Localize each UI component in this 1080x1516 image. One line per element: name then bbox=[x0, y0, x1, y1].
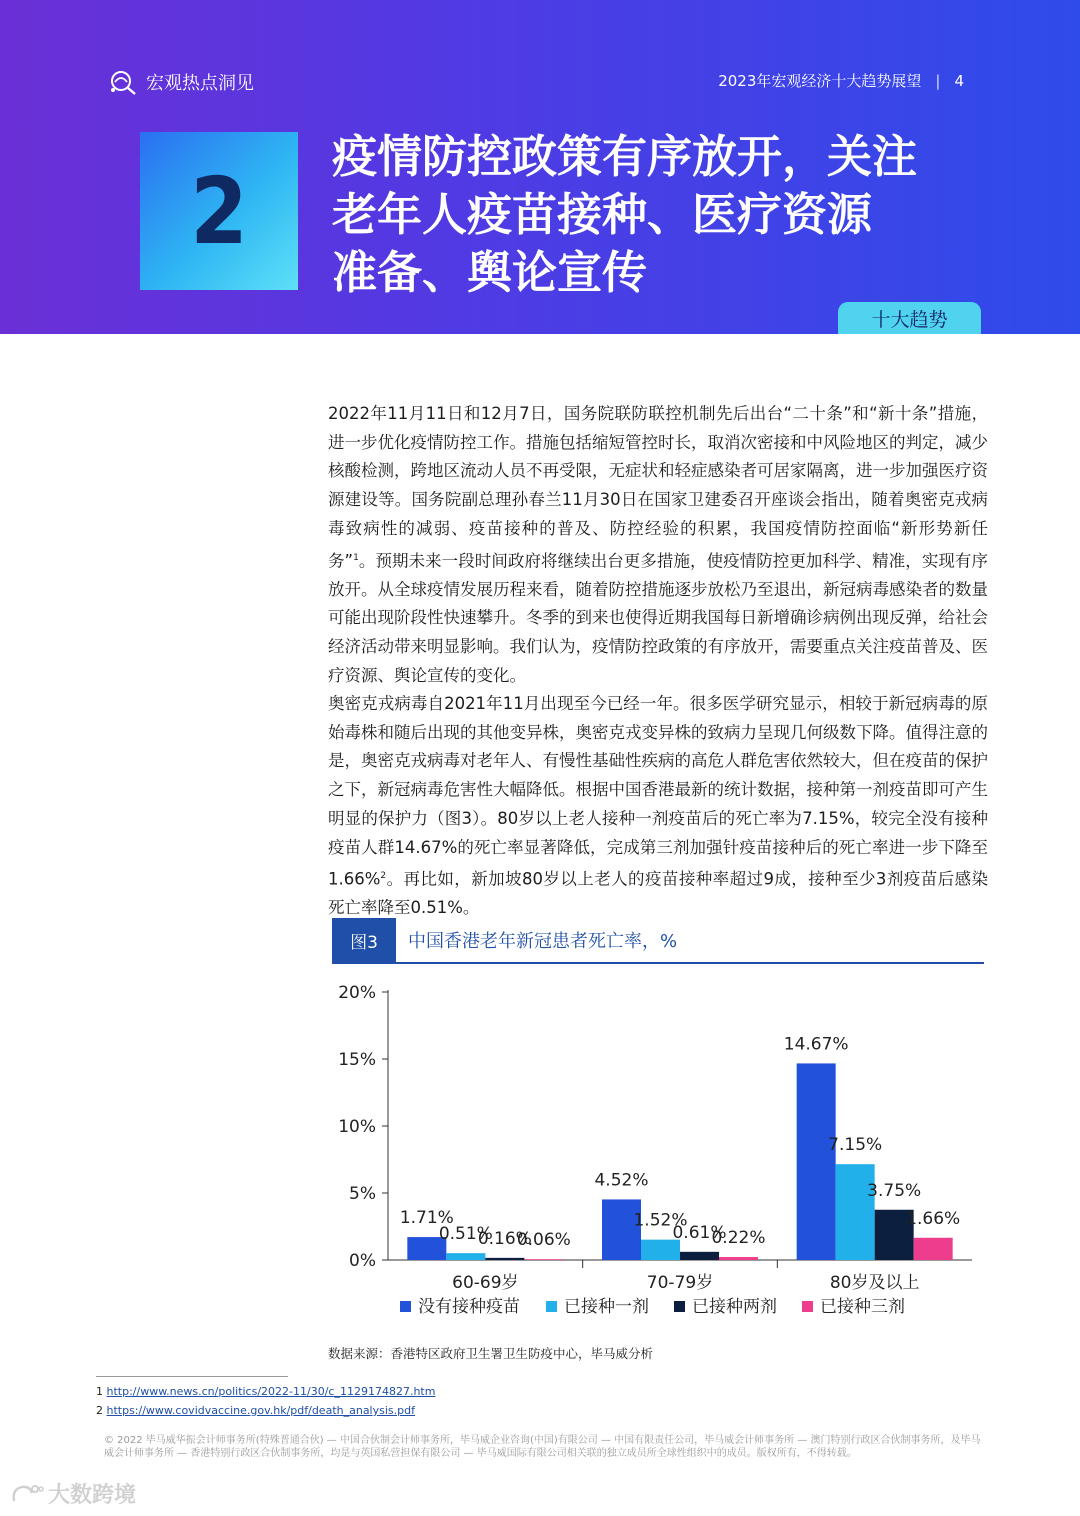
page-header bbox=[0, 0, 1080, 334]
data-label: 0.22% bbox=[711, 1228, 766, 1249]
data-label: 7.15% bbox=[828, 1135, 883, 1156]
footnote-1 bbox=[96, 1385, 435, 1398]
copyright-notice: © 2022 毕马威华振会计师事务所(特殊普通合伙) — 中国合伙制会计师事务所，毕马威企业咨询(中国)有限公司 — 中国有限责任公司，毕马威会计师事务所 — 澳门特别行政区合伙制事务所，及毕马威会计师事务所 — 香港特别行政区合伙制事务所，均是与英国私营担保有限公司 — 毕马威国际有限公司相关联的独立成员所全球性组织中的成员。版权所有，不得转载。 bbox=[104, 1435, 981, 1459]
report-title: 2023年宏观经济十大趋势展望 bbox=[718, 72, 922, 90]
section-title-line: 准备、舆论宣传 bbox=[332, 246, 648, 299]
bar bbox=[446, 1253, 485, 1260]
footnote-2 bbox=[96, 1404, 415, 1417]
x-tick-label: 60-69岁 bbox=[452, 1273, 519, 1293]
footnote-link[interactable]: http://www.news.cn/politics/2022-11/30/c_1129174827.htm bbox=[106, 1385, 436, 1398]
data-label: 4.52% bbox=[594, 1170, 649, 1191]
y-tick-label: 0% bbox=[349, 1251, 376, 1271]
bar bbox=[485, 1258, 524, 1260]
legend-swatch bbox=[400, 1301, 411, 1312]
data-label: 1.52% bbox=[633, 1210, 688, 1231]
y-tick-label: 20% bbox=[338, 983, 376, 1003]
section-title bbox=[332, 128, 1032, 302]
mortality-bar-chart bbox=[320, 970, 1000, 1335]
x-tick-label: 80岁及以上 bbox=[829, 1273, 920, 1293]
legend-swatch bbox=[802, 1301, 813, 1312]
bar bbox=[797, 1063, 836, 1260]
footnote-ref[interactable]: 1 bbox=[353, 552, 359, 563]
section-number: 2 bbox=[190, 157, 248, 265]
section-title-line: 疫情防控政策有序放开，关注 bbox=[332, 130, 918, 183]
section-tag: 十大趋势 bbox=[838, 302, 981, 334]
section-title-line: 老年人疫苗接种、医疗资源 bbox=[332, 188, 873, 241]
legend-label: 已接种三剂 bbox=[820, 1297, 905, 1317]
brand bbox=[108, 68, 254, 96]
y-tick-label: 5% bbox=[349, 1184, 376, 1204]
section-number-box bbox=[140, 132, 298, 290]
bar bbox=[914, 1238, 953, 1260]
header-report-info bbox=[718, 70, 964, 91]
paragraph-text: 奥密克戎病毒自2021年11月出现至今已经一年。很多医学研究显示，相较于新冠病毒的原始毒株和随后出现的其他变异株，奥密克戎变异株的致病力呈现几何级数下降。值得注意的是，奥密克戎病毒对老年人、有慢性基础性疾病的高危人群危害依然较大，但在疫苗的保护之下，新冠病毒危害性大幅降低。根据中国香港最新的统计数据，接种第一剂疫苗即可产生明显的保护力（图3）。80岁以上老人接种一剂疫苗后的死亡率为7.15%，较完全没有接种疫苗人群14.67%的死亡率显著降低，完成第三剂加强针疫苗接种后的死亡率进一步下降至1.66% bbox=[328, 694, 988, 889]
bar bbox=[719, 1257, 758, 1260]
footnote-divider bbox=[96, 1376, 288, 1377]
legend-swatch bbox=[546, 1301, 557, 1312]
figure-label: 图3 bbox=[332, 918, 396, 962]
brand-logo-icon bbox=[108, 68, 138, 96]
watermark-text: 大数跨境 bbox=[48, 1483, 137, 1508]
legend-label: 已接种两剂 bbox=[692, 1297, 777, 1317]
data-label: 0.06% bbox=[516, 1230, 571, 1251]
brand-name: 宏观热点洞见 bbox=[146, 73, 254, 94]
figure-header bbox=[332, 918, 984, 964]
y-tick-label: 10% bbox=[338, 1117, 376, 1137]
data-label: 0.16% bbox=[477, 1228, 532, 1249]
data-label: 3.75% bbox=[867, 1180, 922, 1201]
paragraph-text: 。再比如，新加坡80岁以上老人的疫苗接种率超过9成，接种至少3剂疫苗后感染死亡率降至0.51%。 bbox=[328, 869, 988, 918]
data-label: 14.67% bbox=[783, 1034, 849, 1055]
x-tick-label: 70-79岁 bbox=[646, 1273, 714, 1293]
y-tick-label: 15% bbox=[338, 1050, 376, 1070]
data-label: 1.71% bbox=[399, 1208, 454, 1229]
figure-title: 中国香港老年新冠患者死亡率，% bbox=[408, 931, 678, 952]
body-paragraph-2 bbox=[328, 690, 988, 923]
paragraph-text: 2022年11月11日和12月7日，国务院联防联控机制先后出台“二十条”和“新十条”措施，进一步优化疫情防控工作。措施包括缩短管控时长，取消次密接和中风险地区的判定，减少核酸检测，跨地区流动人员不再受限，无症状和轻症感染者可居家隔离，进一步加强医疗资源建设等。国务院副总理孙春兰11月30日在国家卫建委召开座谈会指出，随着奥密克戎病毒致病性的减弱、疫苗接种的普及、防控经验的积累，我国疫情防控面临“新形势新任务” bbox=[328, 404, 988, 571]
data-label: 0.51% bbox=[438, 1224, 493, 1245]
figure-source: 数据来源：香港特区政府卫生署卫生防疫中心，毕马威分析 bbox=[328, 1346, 654, 1361]
header-separator: | bbox=[935, 71, 941, 90]
bar bbox=[836, 1164, 875, 1260]
legend-swatch bbox=[674, 1301, 685, 1312]
page-number: 4 bbox=[954, 71, 964, 90]
body-paragraph-1 bbox=[328, 400, 988, 691]
data-label: 0.61% bbox=[672, 1222, 727, 1243]
footnote-number: 2 bbox=[96, 1404, 103, 1417]
bar bbox=[524, 1259, 563, 1260]
footnote-ref[interactable]: 2 bbox=[380, 871, 387, 882]
legend-label: 已接种一剂 bbox=[564, 1297, 649, 1317]
data-label: 1.66% bbox=[906, 1208, 961, 1229]
paragraph-text: 。预期未来一段时间政府将继续出台更多措施，使疫情防控更加科学、精准，实现有序放开。从全球疫情发展历程来看，随着防控措施逐步放松乃至退出，新冠病毒感染者的数量可能出现阶段性快速攀升。冬季的到来也使得近期我国每日新增确诊病例出现反弹，给社会经济活动带来明显影响。我们认为，疫情防控政策的有序放开，需要重点关注疫苗普及、医疗资源、舆论宣传的变化。 bbox=[328, 551, 988, 685]
legend-label: 没有接种疫苗 bbox=[418, 1297, 520, 1317]
watermark-logo-icon bbox=[10, 1481, 44, 1507]
footnote-number: 1 bbox=[96, 1385, 103, 1398]
watermark bbox=[10, 1478, 136, 1509]
footnote-link[interactable]: https://www.covidvaccine.gov.hk/pdf/death_analysis.pdf bbox=[106, 1404, 415, 1417]
bar bbox=[680, 1252, 719, 1260]
